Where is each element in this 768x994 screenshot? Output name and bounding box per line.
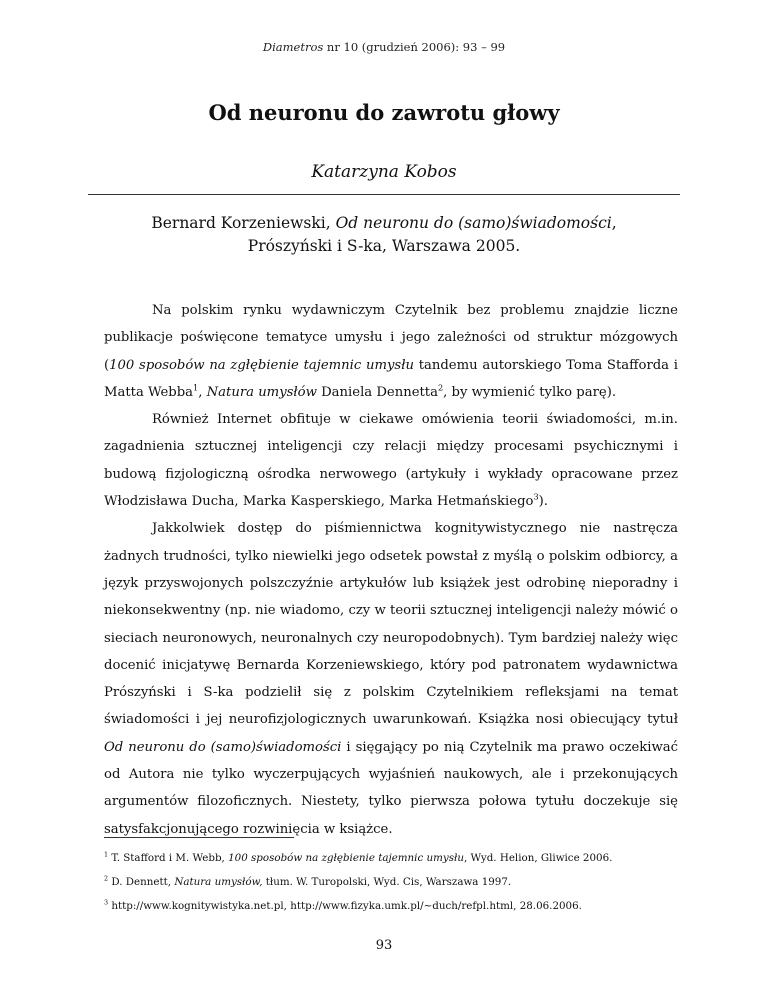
p2-text-b: ). [538,494,548,510]
reviewed-book: Bernard Korzeniewski, Od neuronu do (samo)świadomości, Prószyński i S-ka, Warszawa 2005. [151,214,617,255]
body-text [104,297,678,843]
footnote-italic: Natura umysłów, [174,876,263,888]
book-publisher: Prószyński i S-ka, Warszawa 2005. [247,237,521,255]
footnote-text-end: , Wyd. Helion, Gliwice 2006. [463,852,613,864]
p1-italic-title-2: Natura umysłów [206,384,317,400]
footnote-ref-3[interactable]: 3 [533,491,539,502]
paragraph-3 [104,515,678,843]
paragraph-1 [104,297,678,406]
p3-text-a: Jakkolwiek dostęp do piśmiennictwa kognitywistycznego nie nastręcza żadnych trudności, tylko niewielki jego odsetek powstał z myślą o polskim odbiorcy, a język przyswojonych polszczyźnie artykułów lub książek jest odrobinę nieporadny i niekonsekwentny (np. nie wiadomo, czy w teorii sztucznej inteligencji należy mówić o sieciach neuronowych, neuronalnych czy neuropodobnych). Tym bardziej należy więc docenić inicjatywę Bernarda Korzeniewskiego, który pod patronatem wydawnictwa Prószyński i S-ka podzielił się z polskim Czytelnikiem refleksjami na temat świadomości i jej neurofizjologicznych uwarunkowań. Książka nosi obiecujący tytuł [104,521,678,728]
footnote-ref-1[interactable]: 1 [193,382,199,393]
paragraph-2 [104,406,678,515]
p3-text-c: i sięgający po nią Czytelnik ma prawo oczekiwać od Autora nie tylko wyczerpujących wyjaśnień naukowych, ale i przekonujących argumentów filozoficznych. Niestety, tylko pierwsza połowa tytułu doczekuje się satysfakcjonującego rozwinięcia w książce. [104,739,678,837]
footnote-links[interactable]: http://www.kognitywistyka.net.pl, http://www.fizyka.umk.pl/~duch/refpl.html, 28.06.2006. [108,900,582,912]
footnote-number: 3 [104,898,109,907]
footnote-number: 1 [104,850,109,859]
article-author: Katarzyna Kobos [311,162,457,182]
footnote-italic: 100 sposobów na zgłębienie tajemnic umysłu [228,852,464,864]
footnotes [104,846,678,918]
p2-text-a: Również Internet obfituje w ciekawe omówienia teorii świadomości, m.in. zagadnienia sztucznej inteligencji czy relacji między procesami psychicznymi i budową fizjologiczną ośrodka nerwowego (artykuły i wykłady opracowane przez Włodzisława Ducha, Marka Kasperskiego, Marka Hetmańskiego [104,412,678,510]
journal-name: Diametros [262,40,324,54]
p3-italic-title: Od neuronu do (samo)świadomości [104,739,342,755]
p1-text-a: Na polskim rynku wydawniczym Czytelnik bez problemu znajdzie liczne publikacje poświęcone tematyce umysłu i jego zależności od struktur mózgowych ( [104,303,678,373]
footnote-text: D. Dennett, [108,876,175,888]
p1-text-f: Daniela Dennetta [316,384,438,400]
running-header [0,40,768,54]
page-number: 93 [375,938,393,953]
footnote-1 [104,846,678,870]
article-title: Od neuronu do zawrotu głowy [208,100,560,125]
title-divider [88,194,680,195]
p1-text-c: tandemu autorskiego Toma Stafforda i Matta Webba [104,357,678,400]
p1-text-d: , [198,384,207,400]
footnote-ref-2[interactable]: 2 [437,382,444,393]
footnote-divider [104,837,294,838]
footnote-text: T. Stafford i M. Webb, [108,852,229,864]
footnote-2 [104,870,678,894]
p1-italic-title-1: 100 sposobów na zgłębienie tajemnic umysłu [109,357,414,373]
p1-text-g: , by wymienić tylko parę). [443,384,617,400]
book-title: Od neuronu do (samo)świadomości [335,214,612,232]
footnote-number: 2 [104,874,109,883]
book-author: Bernard Korzeniewski, [151,214,336,232]
footnote-text-end: tłum. W. Turopolski, Wyd. Cis, Warszawa 1997. [262,876,512,888]
issue-info: nr 10 (grudzień 2006): 93 – 99 [323,40,506,54]
footnote-3 [104,894,678,918]
